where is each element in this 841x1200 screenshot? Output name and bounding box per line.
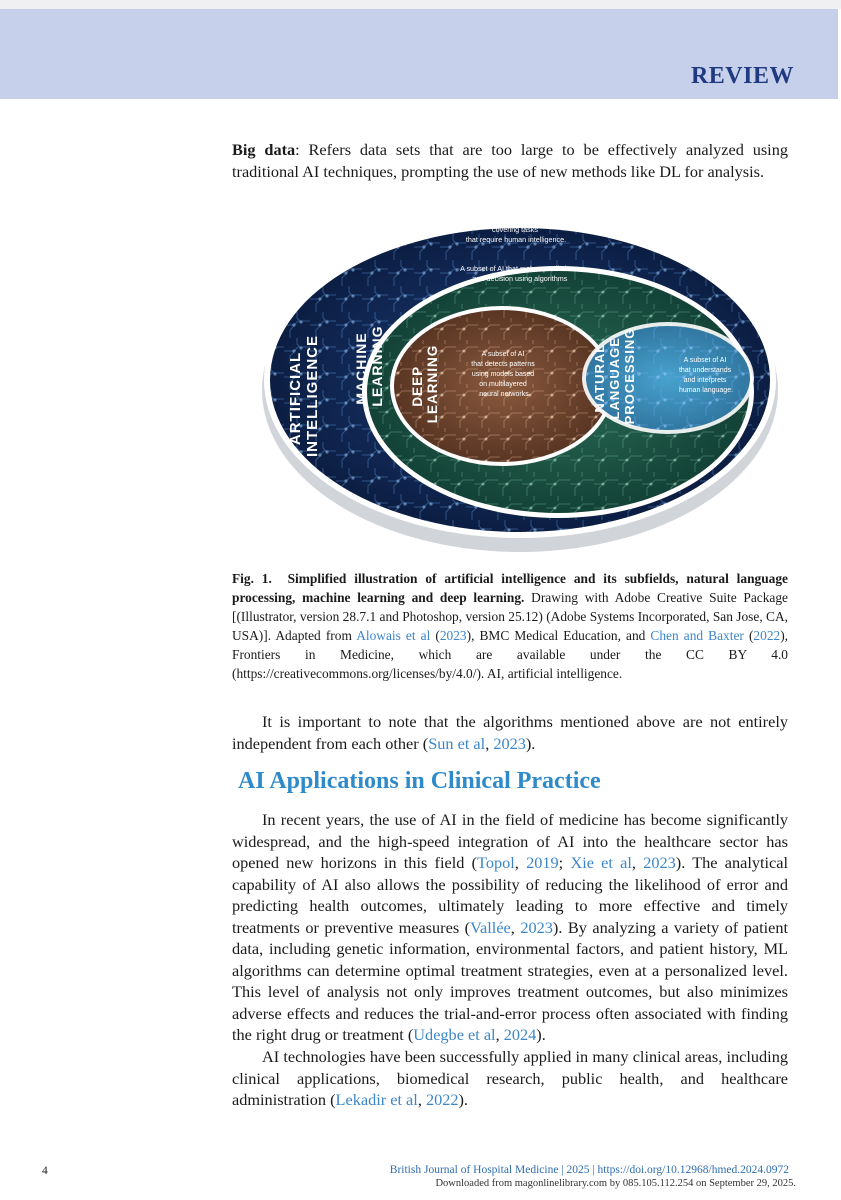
nlp-label: NATURAL LANGUAGE PROCESSING <box>592 327 637 425</box>
section-label: REVIEW <box>690 63 794 89</box>
p1-sep: , <box>510 917 521 937</box>
cite-link-sun[interactable]: Sun et al <box>428 733 486 753</box>
p1-sep: , <box>514 853 527 872</box>
p2-sep: , <box>417 1090 426 1109</box>
caption-text-1: Drawing with Adobe Creative Suite Package [(Illustrator, version 28.7.1 and Photoshop, version 25.12) (Adobe Systems Incorporated, San Jose, CA, USA)]. Adapted from <box>232 590 789 643</box>
caption-text-sep: ( <box>430 628 440 643</box>
cite-link-sun-year[interactable]: 2023 <box>493 733 526 753</box>
note-sep: , <box>485 733 494 753</box>
caption-text-sep: ( <box>743 628 754 643</box>
nlp-description: A subset of AI that understands and interprets human language. <box>678 357 734 394</box>
figure-caption <box>232 569 788 683</box>
p1-text-4: ). <box>536 1025 546 1044</box>
ml-description: A subset of AI that makes predictions and decision using algorithms <box>460 264 578 283</box>
cite-link-xie-year[interactable]: 2023 <box>643 853 676 872</box>
ai-description: Umbrella term in computer systems covering tasks that require human intelligence. <box>458 215 572 244</box>
footer-journal-text: British Journal of Hospital Medicine | 2025 | <box>389 1164 598 1176</box>
cite-link-lekadir[interactable]: Lekadir et al <box>335 1090 418 1109</box>
p1-text-1: In recent years, the use of AI in the field of medicine has become significantly widespread, and the high-speed integration of AI into the healthcare sector has opened new horizons in this field ( <box>232 810 788 872</box>
cite-link-udegbe-year[interactable]: 2024 <box>503 1025 537 1044</box>
page-top-edge <box>0 0 841 9</box>
big-data-term: Big data <box>232 140 296 159</box>
ai-subfields-figure <box>258 208 782 558</box>
doi-link[interactable]: https://doi.org/10.12968/hmed.2024.0972 <box>597 1164 789 1176</box>
cite-link-udegbe[interactable]: Udegbe et al <box>413 1025 496 1044</box>
p1-text-3: ). By analyzing a variety of patient data, including genetic information, environmental factors, and patient history, ML algorithms can determine optimal treatment strategies, even at a personalized level. This level of analysis not only improves treatment outcomes, but also minimizes adverse effects and reduces the trial-and-error process often associated with finding the right drug or treatment ( <box>232 917 789 1044</box>
p2-text-1: AI technologies have been successfully applied in many clinical areas, including clinical applications, biomedical research, public health, and healthcare administration ( <box>232 1047 788 1109</box>
paragraph-note <box>232 711 788 754</box>
section-heading: AI Applications in Clinical Practice <box>238 768 601 794</box>
ai-label: ARTIFICIAL INTELLIGENCE <box>287 334 321 458</box>
big-data-definition <box>232 139 788 182</box>
page-number: 4 <box>42 1165 48 1177</box>
p2-text-2: ). <box>458 1090 469 1109</box>
header-band <box>0 9 838 99</box>
paragraph-clinical-2 <box>232 1046 788 1111</box>
cite-link-alowais-year[interactable]: 2023 <box>439 628 467 643</box>
cite-link-topol-year[interactable]: 2019 <box>526 853 559 872</box>
cite-link-vallee-year[interactable]: 2023 <box>520 917 553 937</box>
p1-sep: , <box>631 853 644 872</box>
p1-sep: , <box>495 1025 504 1044</box>
cite-link-chen-baxter[interactable]: Chen and Baxter <box>650 628 744 643</box>
cite-link-xie[interactable]: Xie et al <box>570 853 632 872</box>
ml-label: MACHINE LEARNING <box>353 325 385 407</box>
p1-sep: ; <box>558 853 571 872</box>
dl-description: A subset of AI that detects patterns using models based on multilayered neural networks <box>471 351 535 398</box>
paragraph-clinical-1 <box>232 809 788 1046</box>
note-text: It is important to note that the algorithms mentioned above are not entirely independent from each other ( <box>232 712 788 753</box>
note-end: ). <box>525 733 536 753</box>
dl-label: DEEP LEARNING <box>410 344 440 424</box>
cite-link-alowais[interactable]: Alowais et al <box>356 628 431 643</box>
cite-link-lekadir-year[interactable]: 2022 <box>425 1090 459 1109</box>
footer-download-note: Downloaded from magonlinelibrary.com by 085.105.112.254 on September 29, 2025. <box>435 1178 796 1189</box>
p1-text-2: ). The analytical capability of AI also allows the possibility of reducing the likelihood of error and predicting health outcomes, ultimately leading to more effective and timely treatments or preventive measures ( <box>232 853 789 937</box>
caption-bold-title: Simplified illustration of artificial intelligence and its subfields, natural language processing, machine learning and deep learning. <box>232 571 788 605</box>
cite-link-vallee[interactable]: Vallée <box>470 917 511 937</box>
cite-link-chen-baxter-year[interactable]: 2022 <box>753 628 781 643</box>
caption-label: Fig. 1. <box>232 571 272 586</box>
footer-journal <box>390 1164 789 1176</box>
cite-link-topol[interactable]: Topol <box>477 853 515 872</box>
big-data-text: : Refers data sets that are too large to be effectively analyzed using traditional AI techniques, prompting the use of new methods like DL for analysis. <box>232 140 788 181</box>
caption-text-3: ), Frontiers in Medicine, which are available under the CC BY 4.0 (https://creativecommons.org/licenses/by/4.0/). AI, artificial intelligence. <box>232 628 789 681</box>
caption-text-2: ), BMC Medical Education, and <box>466 628 651 643</box>
